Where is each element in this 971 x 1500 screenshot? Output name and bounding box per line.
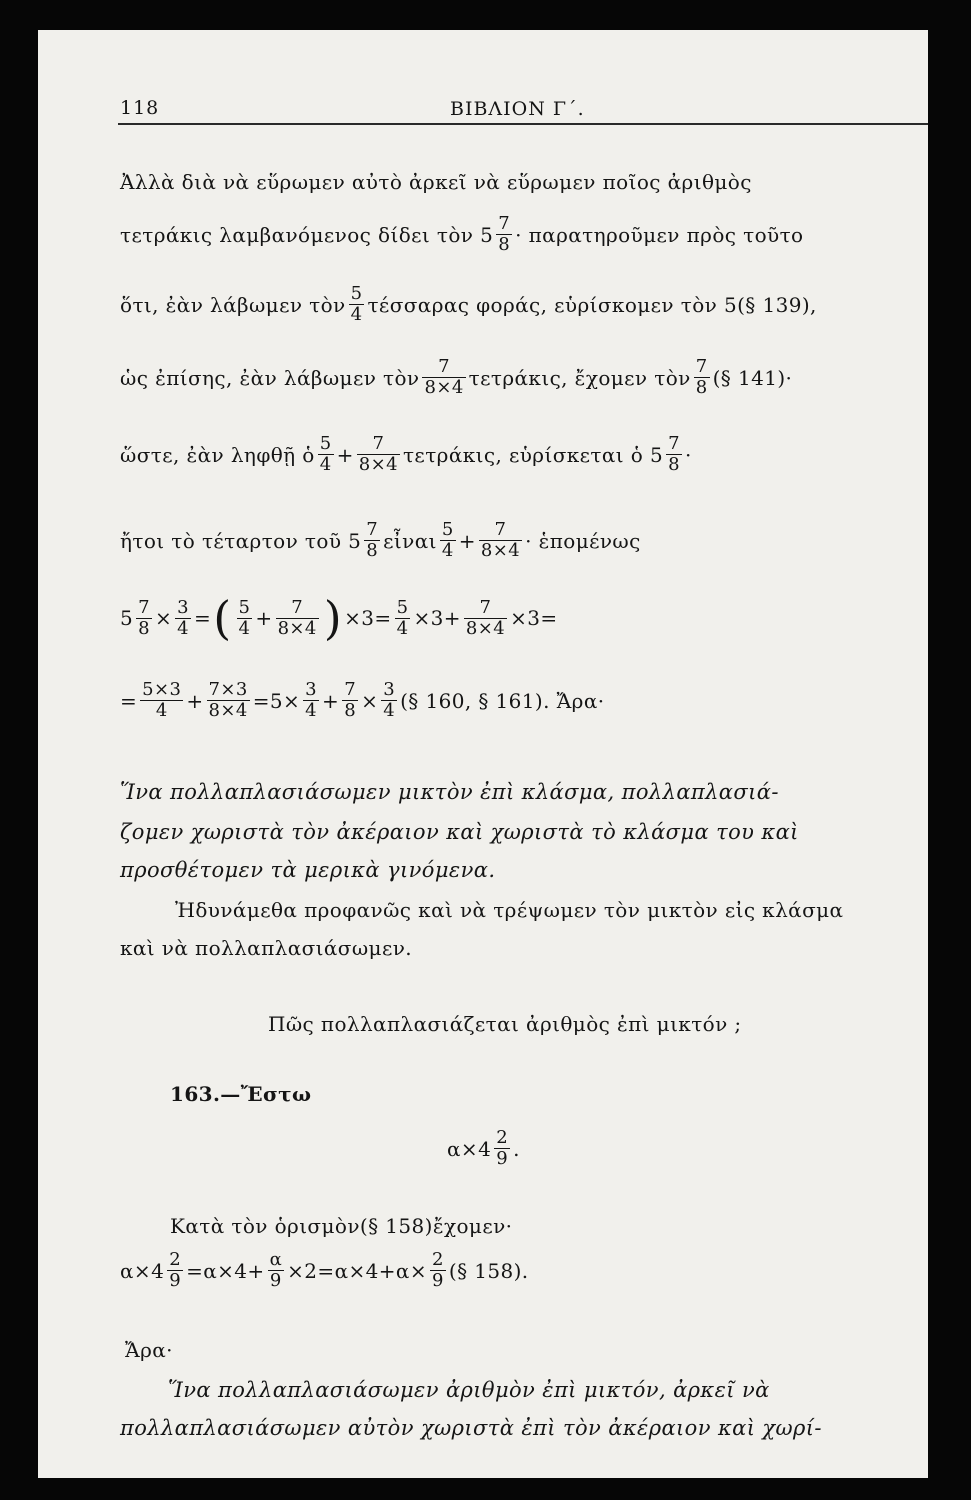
fraction-denominator: 8×4 bbox=[424, 377, 464, 398]
fraction-numerator: 5 bbox=[396, 596, 409, 618]
text-run: ὡς ἐπίσης, ἐὰν λάβωμεν τὸν bbox=[120, 365, 420, 390]
text-line bbox=[175, 896, 843, 922]
text-run: . bbox=[513, 1136, 520, 1161]
fraction-denominator: 4 bbox=[319, 454, 332, 475]
fraction-denominator: 4 bbox=[305, 700, 318, 721]
rule-text-line bbox=[120, 818, 799, 844]
fraction-denominator: 4 bbox=[177, 617, 190, 639]
formula-line bbox=[447, 1128, 520, 1169]
rule-text-line bbox=[120, 856, 495, 882]
text-run: . Ἄρα· bbox=[543, 688, 605, 713]
fraction-numerator: 7 bbox=[344, 679, 357, 700]
text-run: α×4 bbox=[120, 1258, 165, 1283]
text-run: , bbox=[810, 292, 817, 317]
rule-text-line bbox=[120, 1414, 822, 1440]
text-run: ( bbox=[400, 688, 409, 713]
fraction bbox=[422, 357, 465, 398]
text-line bbox=[120, 168, 752, 194]
fraction-denominator: 8×4 bbox=[277, 617, 317, 639]
fraction bbox=[342, 680, 358, 721]
fraction bbox=[357, 434, 400, 475]
text-run: Κατὰ τὸν ὁρισμὸν bbox=[170, 1213, 360, 1238]
text-line bbox=[120, 357, 792, 398]
text-run: + bbox=[322, 688, 340, 713]
fraction-denominator: 8 bbox=[138, 617, 150, 639]
text-run: × bbox=[154, 606, 173, 630]
page-number: 118 bbox=[120, 97, 160, 119]
fraction-numerator: 3 bbox=[305, 679, 318, 700]
fraction-numerator: 7 bbox=[479, 596, 492, 618]
section-number bbox=[170, 1080, 311, 1106]
fraction bbox=[496, 214, 512, 255]
fraction bbox=[276, 598, 319, 639]
text-run: ἤτοι τὸ τέταρτον τοῦ 5 bbox=[120, 528, 362, 553]
fraction bbox=[464, 598, 507, 639]
parenthesis: ) bbox=[323, 591, 343, 645]
text-run: Ἵνα πολλαπλασιάσωμεν ἀριθμὸν ἐπὶ μικτόν, ἀρκεῖ νὰ bbox=[168, 1377, 770, 1402]
fraction bbox=[303, 680, 319, 721]
fraction-denominator: 4 bbox=[396, 617, 409, 639]
fraction-numerator: 7 bbox=[291, 596, 304, 618]
text-run: ) bbox=[424, 1213, 433, 1238]
text-run: Ἀλλὰ διὰ νὰ εὕρωμεν αὐτὸ ἀρκεῖ νὰ εὕρωμεν ποῖος ἀριθμὸς bbox=[120, 169, 752, 194]
fraction bbox=[440, 520, 456, 561]
fraction bbox=[175, 598, 191, 639]
fraction-denominator: 8 bbox=[498, 234, 511, 255]
fraction-denominator: 4 bbox=[238, 617, 251, 639]
fraction-numerator: 7 bbox=[695, 356, 708, 377]
fraction-numerator: 5 bbox=[319, 433, 332, 454]
text-run: καὶ νὰ πολλαπλασιάσωμεν. bbox=[120, 935, 413, 960]
fraction-numerator: α bbox=[269, 1249, 283, 1270]
fraction bbox=[237, 598, 253, 639]
fraction-denominator: 8×4 bbox=[465, 617, 506, 639]
text-line bbox=[120, 434, 692, 475]
text-run: =5× bbox=[252, 688, 301, 713]
text-run: § 158 bbox=[368, 1213, 425, 1238]
formula-line bbox=[120, 1250, 529, 1291]
text-run: Ἠδυνάμεθα προφανῶς καὶ νὰ τρέψωμεν τὸν μικτὸν εἰς κλάσμα bbox=[175, 897, 844, 922]
fraction bbox=[494, 1128, 510, 1169]
text-run: 163.—Ἔστω bbox=[170, 1081, 312, 1106]
running-title: ΒΙΒΛΙΟΝ Γ΄. bbox=[450, 98, 585, 120]
text-run: × bbox=[361, 688, 379, 713]
fraction-denominator: 9 bbox=[269, 1270, 282, 1291]
text-run: = bbox=[120, 688, 138, 713]
text-line bbox=[120, 284, 817, 325]
text-run: Ἵνα πολλαπλασιάσωμεν μικτὸν ἐπὶ κλάσμα, πολλαπλασιά- bbox=[120, 779, 779, 804]
text-run: § 160, § 161 bbox=[408, 688, 535, 713]
text-line bbox=[170, 1212, 512, 1238]
text-run: § 141 bbox=[720, 365, 778, 390]
fraction-numerator: 7×3 bbox=[208, 679, 248, 700]
text-run: προσθέτομεν τὰ μερικὰ γινόμενα. bbox=[120, 857, 496, 882]
rule-text-line bbox=[120, 778, 779, 804]
fraction bbox=[666, 434, 682, 475]
fraction-denominator: 9 bbox=[496, 1148, 509, 1169]
fraction-numerator: 2 bbox=[496, 1127, 509, 1148]
text-run: ×3= bbox=[344, 606, 392, 630]
text-run: εἶναι bbox=[383, 528, 437, 553]
text-run: · bbox=[785, 365, 793, 390]
fraction bbox=[479, 520, 522, 561]
fraction-denominator: 4 bbox=[383, 700, 396, 721]
fraction-numerator: 7 bbox=[372, 433, 385, 454]
fraction-denominator: 8×4 bbox=[358, 454, 398, 475]
fraction bbox=[136, 598, 152, 639]
text-run: = bbox=[194, 606, 212, 630]
text-run: τέσσαρας φοράς, εὑρίσκομεν τὸν 5 bbox=[367, 292, 738, 317]
fraction-numerator: 7 bbox=[366, 519, 379, 540]
text-run: § 158 bbox=[457, 1258, 514, 1283]
fraction-numerator: 5 bbox=[350, 283, 363, 304]
text-run: · bbox=[684, 442, 692, 467]
fraction-denominator: 8 bbox=[366, 540, 379, 561]
fraction-denominator: 4 bbox=[350, 304, 363, 325]
formula-line bbox=[120, 680, 605, 721]
fraction-numerator: 5×3 bbox=[142, 679, 182, 700]
text-run: ×3+ bbox=[413, 606, 461, 630]
fraction-numerator: 5 bbox=[441, 519, 454, 540]
formula-line bbox=[120, 591, 558, 645]
fraction bbox=[694, 357, 710, 398]
fraction bbox=[381, 680, 397, 721]
text-run: ἔχομεν· bbox=[432, 1213, 513, 1238]
fraction bbox=[430, 1250, 446, 1291]
fraction-denominator: 9 bbox=[169, 1270, 182, 1291]
fraction-numerator: 3 bbox=[383, 679, 396, 700]
fraction bbox=[167, 1250, 183, 1291]
fraction bbox=[364, 520, 380, 561]
fraction-numerator: 7 bbox=[494, 519, 507, 540]
fraction bbox=[207, 680, 250, 721]
text-run: + bbox=[186, 688, 204, 713]
text-run: 5 bbox=[120, 606, 134, 630]
fraction-denominator: 8 bbox=[695, 377, 708, 398]
parenthesis: ( bbox=[213, 591, 232, 645]
text-line bbox=[120, 520, 641, 561]
text-run: ) bbox=[777, 365, 786, 390]
fraction-denominator: 9 bbox=[432, 1270, 444, 1291]
text-run: Πῶς πολλαπλασιάζεται ἀριθμὸς ἐπὶ μικτόν ; bbox=[268, 1011, 742, 1036]
fraction-denominator: 8 bbox=[668, 454, 680, 475]
text-run: ( bbox=[448, 1258, 458, 1283]
fraction-denominator: 8×4 bbox=[208, 700, 248, 721]
fraction bbox=[349, 284, 365, 325]
text-run: . bbox=[521, 1258, 529, 1283]
text-run: · παρατηροῦμεν πρὸς τοῦτο bbox=[515, 222, 804, 247]
text-run: ) bbox=[801, 292, 811, 317]
fraction bbox=[395, 598, 411, 639]
fraction-numerator: 3 bbox=[177, 596, 190, 618]
text-line bbox=[125, 1336, 173, 1362]
text-run: τετράκις, ἔχομεν τὸν bbox=[468, 365, 691, 390]
text-run: + bbox=[458, 528, 476, 553]
text-run: ( bbox=[737, 292, 746, 317]
header-rule bbox=[118, 123, 928, 125]
text-run: τετράκις, εὑρίσκεται ὁ 5 bbox=[402, 442, 664, 467]
fraction-denominator: 8 bbox=[344, 700, 357, 721]
text-run: + bbox=[255, 606, 273, 630]
text-run: =α×4+ bbox=[186, 1258, 265, 1283]
text-run: ×3= bbox=[510, 606, 558, 630]
text-run: ὥστε, ἐὰν ληφθῇ ὁ bbox=[120, 442, 315, 467]
fraction-numerator: 5 bbox=[238, 596, 251, 618]
text-run: α×4 bbox=[447, 1136, 492, 1161]
fraction-denominator: 8×4 bbox=[480, 540, 521, 561]
text-run: · ἑπομένως bbox=[525, 528, 641, 553]
fraction-denominator: 4 bbox=[441, 540, 454, 561]
fraction-numerator: 2 bbox=[169, 1249, 182, 1270]
fraction bbox=[318, 434, 334, 475]
text-run: ×2=α×4+α× bbox=[287, 1258, 427, 1283]
fraction-numerator: 7 bbox=[498, 213, 511, 234]
rule-text-line bbox=[168, 1376, 770, 1402]
fraction-numerator: 7 bbox=[438, 356, 450, 377]
text-run: § 139 bbox=[745, 292, 802, 317]
text-run: ) bbox=[513, 1258, 522, 1283]
fraction-numerator: 7 bbox=[138, 596, 150, 618]
fraction-denominator: 4 bbox=[155, 700, 168, 721]
text-run: + bbox=[336, 442, 354, 467]
text-run: Ἄρα· bbox=[125, 1337, 173, 1362]
text-run: ζομεν χωριστὰ τὸν ἀκέραιον καὶ χωριστὰ τὸ κλάσμα του καὶ bbox=[120, 819, 799, 844]
text-run: πολλαπλασιάσωμεν αὐτὸν χωριστὰ ἐπὶ τὸν ἀκέραιον καὶ χωρί- bbox=[120, 1415, 822, 1440]
text-run: ( bbox=[359, 1213, 369, 1238]
text-line bbox=[120, 214, 804, 255]
fraction-numerator: 7 bbox=[668, 433, 680, 454]
text-run: τετράκις λαμβανόμενος δίδει τὸν 5 bbox=[120, 222, 494, 247]
fraction bbox=[268, 1250, 285, 1291]
fraction-numerator: 2 bbox=[432, 1249, 444, 1270]
section-question bbox=[268, 1010, 742, 1036]
text-run: ) bbox=[534, 688, 544, 713]
text-run: ὅτι, ἐὰν λάβωμεν τὸν bbox=[120, 292, 346, 317]
text-run: ( bbox=[712, 365, 721, 390]
text-line bbox=[120, 934, 412, 960]
fraction bbox=[140, 680, 183, 721]
